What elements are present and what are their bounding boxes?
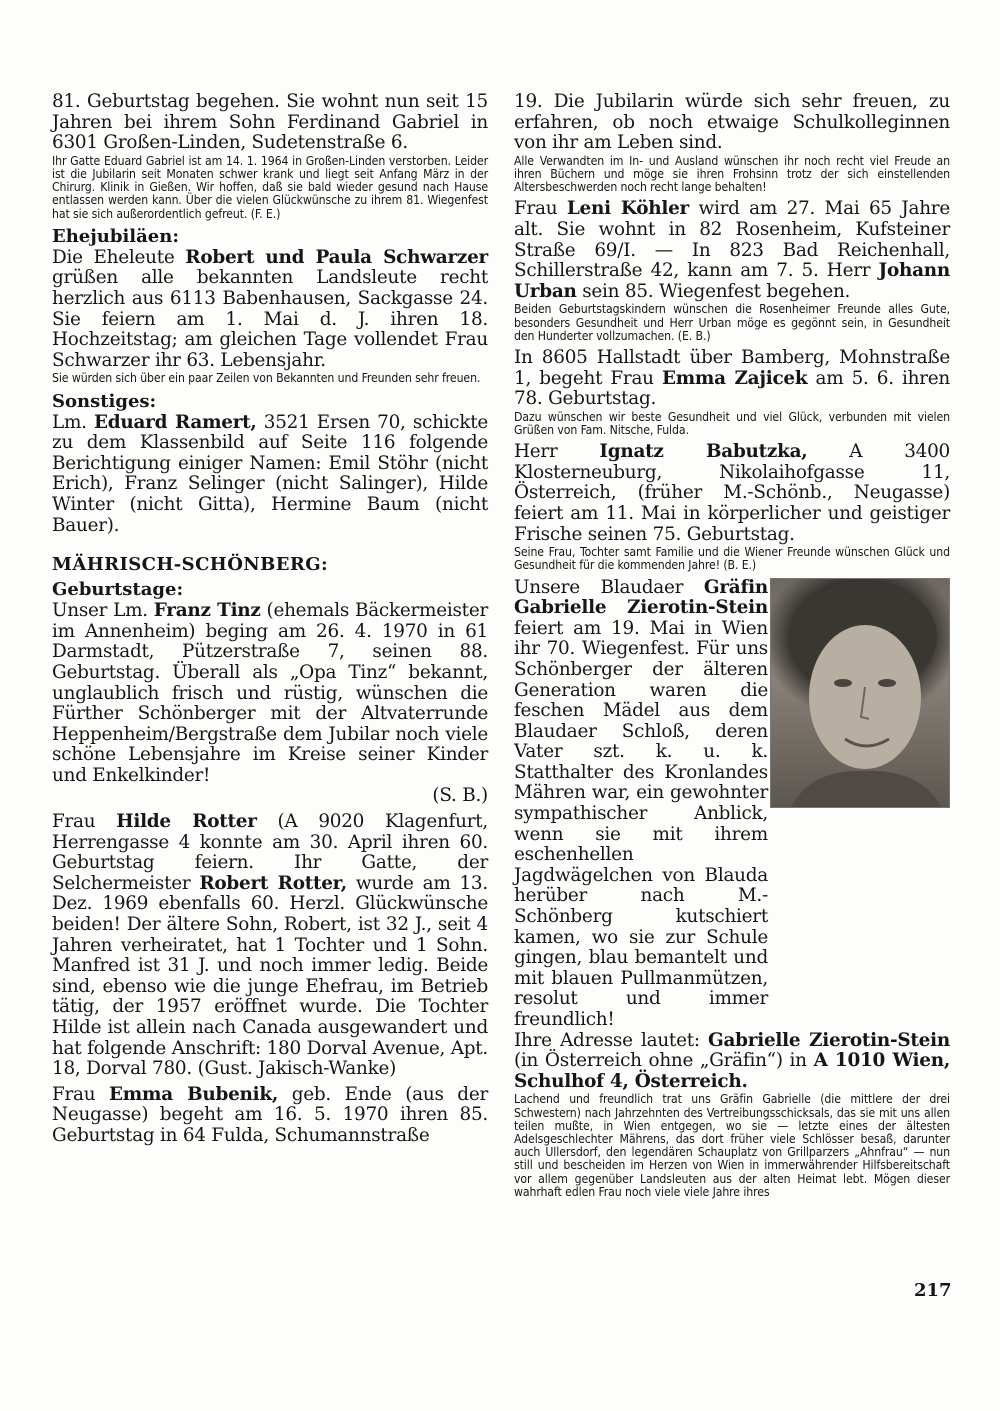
page-number: 217	[914, 1280, 952, 1301]
paragraph: Frau Hilde Rotter (A 9020 Klagenfurt, Herrengasse 4 konnte am 30. April ihren 60. Geburtstag feiern. Ihr Gatte, der Selchermeister Robert Rotter, wurde am 13. Dez. 1969 ebenfalls 60. Herzl. Glückwünsche beiden! Der ältere Sohn, Robert, ist 32 J., seit 4 Jahren verheiratet, hat 1 Tochter und 1 Sohn. Manfred ist 31 J. und noch immer ledig. Beide sind, ebenso wie die junge Ehefrau, im Betrieb tätig, der 1957 eröffnet wurde. Die Tochter Hilde ist allein nach Canada ausgewandert und hat folgende Anschrift: 180 Dorval Avenue, Apt. 18, Dorval 780. (Gust. Jakisch-Wanke)	[52, 811, 488, 1080]
portrait-block: Unsere Blaudaer Gräfin Gabrielle Zierotin-Stein feiert am 19. Mai in Wien ihr 70. Wiegenfest. Für uns Schönberger der älteren Generation waren die feschen Mädel aus dem Blaudaer Schloß, deren Vater szt. k. u. k. Statthalter des Kronlandes Mähren war, ein gewohnter sympathischer Anblick, wenn sie mit ihrem eschenhellen Jagdwägelchen von Blauda herüber nach M.-Schönberg kutschiert kamen, wo sie zur Schule gingen, blau bemantelt und mit blauen Pullmanmützen, resolut und immer freundlich!	[514, 578, 950, 1031]
paragraph: In 8605 Hallstadt über Bamberg, Mohnstraße 1, begeht Frau Emma Zajicek am 5. 6. ihren 78. Geburtstag.	[514, 346, 950, 410]
heading-geburtstage: Geburtstage:	[52, 579, 184, 601]
note: Ihr Gatte Eduard Gabriel ist am 14. 1. 1964 in Großen-Linden verstorben. Leider ist die Jubilarin seit Monaten schwer krank und liegt seit Anfang März in der Chirurg. Klinik in Gießen. Wir hoffen, daß sie bald wieder gesund nach Hause entlassen werden kann. Über die vielen Glückwünsche zu ihrem 81. Wiegenfest hat sie sich außerordentlich gefreut. (F. E.)	[52, 153, 488, 221]
paragraph: Frau Leni Köhler wird am 27. Mai 65 Jahre alt. Sie wohnt in 82 Rosenheim, Kufsteiner Straße 69/I. — In 823 Bad Reichenhall, Schillerstraße 42, kann am 7. 5. Herr Johann Urban sein 85. Wiegenfest begehen.	[514, 198, 950, 302]
note: Alle Verwandten im In- und Ausland wünschen ihr noch recht viel Freude an ihren Büchern und möge sie ihren Frohsinn trotz der sich einstellenden Altersbeschwerden noch recht lange behalten!	[514, 153, 950, 195]
paragraph: Unser Lm. Franz Tinz (ehemals Bäckermeister im Annenheim) beging am 26. 4. 1970 in 61 Darmstadt, Pützerstraße 7, seinen 88. Geburtstag. Überall als „Opa Tinz“ bekannt, unglaublich frisch und rüstig, wünschen die Fürther Schönberger mit der Altvaterrunde Heppenheim/Bergstraße dem Jubilar noch viele schöne Lebensjahre im Kreise seiner Kinder und Enkelkinder!	[52, 600, 488, 786]
signature: (S. B.)	[432, 785, 488, 807]
paragraph: 81. Geburtstag begehen. Sie wohnt nun seit 15 Jahren bei ihrem Sohn Ferdinand Gabriel in 6301 Großen-Linden, Sudetenstraße 6.	[52, 91, 488, 154]
portrait-drawing	[771, 579, 949, 807]
paragraph: 19. Die Jubilarin würde sich sehr freuen, zu erfahren, ob noch etwaige Schulkolleginnen von ihr am Leben sind.	[514, 91, 950, 154]
note: Seine Frau, Tochter samt Familie und die Wiener Freunde wünschen Glück und Gesundheit für die kommenden Jahre! (B. E.)	[514, 545, 950, 573]
note: Beiden Geburtstagskindern wünschen die Rosenheimer Freunde alles Gute, besonders Gesundheit und Herr Urban möge es gegönnt sein, in Gesundheit den Hunderter vollzumachen. (E. B.)	[514, 302, 950, 343]
paragraph: Lm. Eduard Ramert, 3521 Ersen 70, schickte zu dem Klassenbild auf Seite 116 folgende Berichtigung einiger Namen: Emil Stöhr (nicht Erich), Franz Selinger (nicht Salinger), Hilde Winter (nicht Gitta), Hermine Baum (nicht Bauer).	[52, 411, 489, 536]
left-column	[52, 92, 488, 1147]
section-heading: MÄHRISCH-SCHÖNBERG:	[52, 554, 329, 576]
paragraph: Frau Emma Bubenik, geb. Ende (aus der Neugasse) begeht am 16. 5. 1970 ihren 85. Geburtstag in 64 Fulda, Schumannstraße	[52, 1083, 488, 1146]
note: Dazu wünschen wir beste Gesundheit und viel Glück, verbunden mit vielen Grüßen von Fam. Nitsche, Fulda.	[514, 409, 950, 437]
heading-ehejubilaen: Ehejubiläen:	[52, 225, 179, 247]
portrait-eye-left	[834, 679, 852, 687]
paragraph: Ihre Adresse lautet: Gabrielle Zierotin-Stein (in Österreich ohne „Gräfin“) in A 1010 Wien, Schulhof 4, Österreich.	[514, 1029, 950, 1092]
paragraph: Die Eheleute Robert und Paula Schwarzer grüßen alle bekannten Landsleute recht herzlich aus 6113 Babenhausen, Sackgasse 24. Sie feiern am 1. Mai d. J. ihren 18. Hochzeitstag; am gleichen Tage vollendet Frau Schwarzer ihr 63. Lebensjahr.	[52, 246, 488, 371]
heading-sonstiges: Sonstiges:	[52, 390, 157, 412]
paragraph: Herr Ignatz Babutzka, A 3400 Klosterneuburg, Nikolaihofgasse 11, Österreich, (früher M.-Schönb., Neugasse) feiert am 11. Mai in körperlicher und geistiger Frische seinen 75. Geburtstag.	[514, 441, 951, 545]
portrait-eye-right	[878, 679, 896, 687]
right-column	[514, 92, 950, 1204]
portrait-shoulders	[791, 770, 941, 806]
portrait-photo	[770, 578, 950, 808]
note: Sie würden sich über ein paar Zeilen von Bekannten und Freunden sehr freuen.	[52, 371, 481, 386]
note: Lachend und freundlich trat uns Gräfin Gabrielle (die mittlere der drei Schwestern) nach Jahrzehnten des Vertreibungsschicksals, das sie mit uns allen teilen mußte, in Wien entgegen, wo sie — letzte eines der ältesten Adelsgeschlechter Mährens, das dort früher viele Schlösser besaß, darunter auch Ullersdorf, den legendären Schauplatz von Grillparzers „Ahnfrau“ — nun still und bescheiden im Herzen von Wien in immerwährender Hilfsbereitschaft vor allem gegenüber Landsleuten aus der alten Heimat lebt. Mögen dieser wahrhaft edlen Frau noch viele viele Jahre ihres	[514, 1092, 950, 1199]
